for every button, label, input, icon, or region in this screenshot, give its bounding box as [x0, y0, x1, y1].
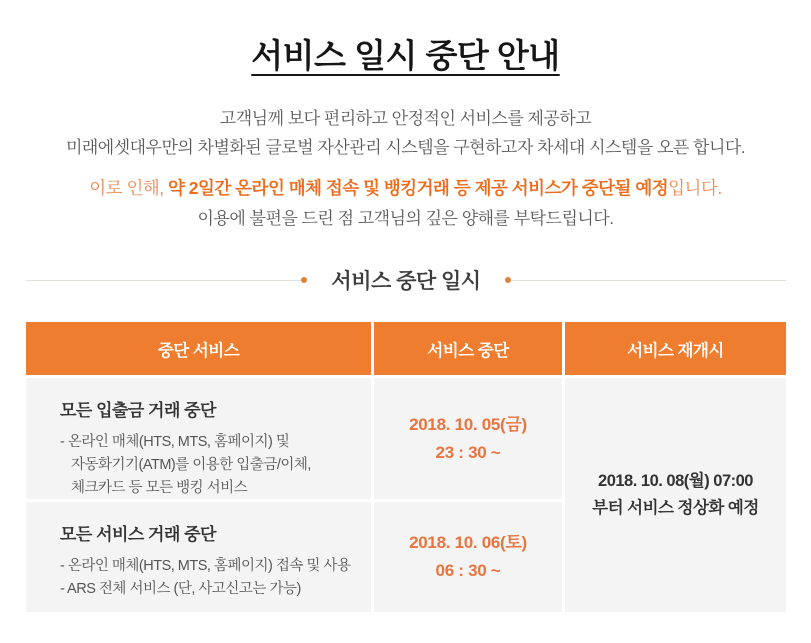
suspend-time-row2: 06 : 30 ~	[435, 561, 501, 580]
suspend-time-row1: 23 : 30 ~	[435, 442, 501, 462]
notice-emphasis: 약 2일간 온라인 매체 접속 및 뱅킹거래 등 제공 서비스가 중단될 예정	[167, 178, 669, 198]
col-header-resume: 서비스 재개시	[565, 322, 786, 375]
intro-paragraph	[0, 104, 811, 162]
service-detail-line: 체크카드 등 모든 뱅킹 서비스	[71, 480, 248, 496]
resume-line-1: 2018. 10. 08(월) 07:00	[598, 472, 753, 490]
notice-prefix: 이로 인해,	[89, 178, 168, 198]
suspend-time-cell-row2	[374, 502, 562, 612]
service-detail-line: - ARS 전체 서비스 (단, 사고신고는 가능)	[60, 581, 301, 597]
page-title	[0, 30, 811, 77]
intro-line-1: 고객님께 보다 편리하고 안정적인 서비스를 제공하고	[219, 109, 592, 128]
suspension-notice	[0, 175, 811, 202]
suspend-date-row1: 2018. 10. 05(금)	[409, 414, 527, 434]
divider-line-right	[511, 280, 786, 281]
service-detail-line: - 온라인 매체(HTS, MTS, 홈페이지) 접속 및 사용	[60, 558, 351, 574]
resume-line-2: 부터 서비스 정상화 예정	[592, 499, 759, 517]
resume-cell	[565, 378, 786, 612]
service-cell-row2	[26, 502, 371, 612]
col-header-suspend: 서비스 중단	[374, 322, 562, 375]
notice-suffix: 입니다.	[668, 178, 722, 198]
accent-dot-left	[301, 277, 307, 283]
suspend-time-cell-row1	[374, 378, 562, 499]
apology-line: 이용에 불편을 드린 점 고객님의 깊은 양해를 부탁드립니다.	[197, 209, 614, 228]
service-title-row1: 모든 입출금 거래 중단	[60, 401, 216, 420]
section-heading	[26, 265, 786, 295]
service-cell-row1	[26, 378, 371, 499]
col-header-services: 중단 서비스	[26, 322, 371, 375]
intro-line-2: 미래에셋대우만의 차별화된 글로벌 자산관리 시스템을 구현하고자 차세대 시스템을 오픈 합니다.	[65, 138, 746, 157]
service-title-row2: 모든 서비스 거래 중단	[60, 525, 216, 544]
service-detail-line: 자동화기기(ATM)를 이용한 입출금/이체,	[71, 457, 311, 473]
service-detail-line: - 온라인 매체(HTS, MTS, 홈페이지) 및	[60, 434, 290, 450]
section-title: 서비스 중단 일시	[331, 270, 481, 293]
page-title-text: 서비스 일시 중단 안내	[251, 37, 560, 74]
suspension-table	[26, 322, 786, 612]
suspend-date-row2: 2018. 10. 06(토)	[409, 533, 527, 552]
divider-line-left	[26, 280, 301, 281]
